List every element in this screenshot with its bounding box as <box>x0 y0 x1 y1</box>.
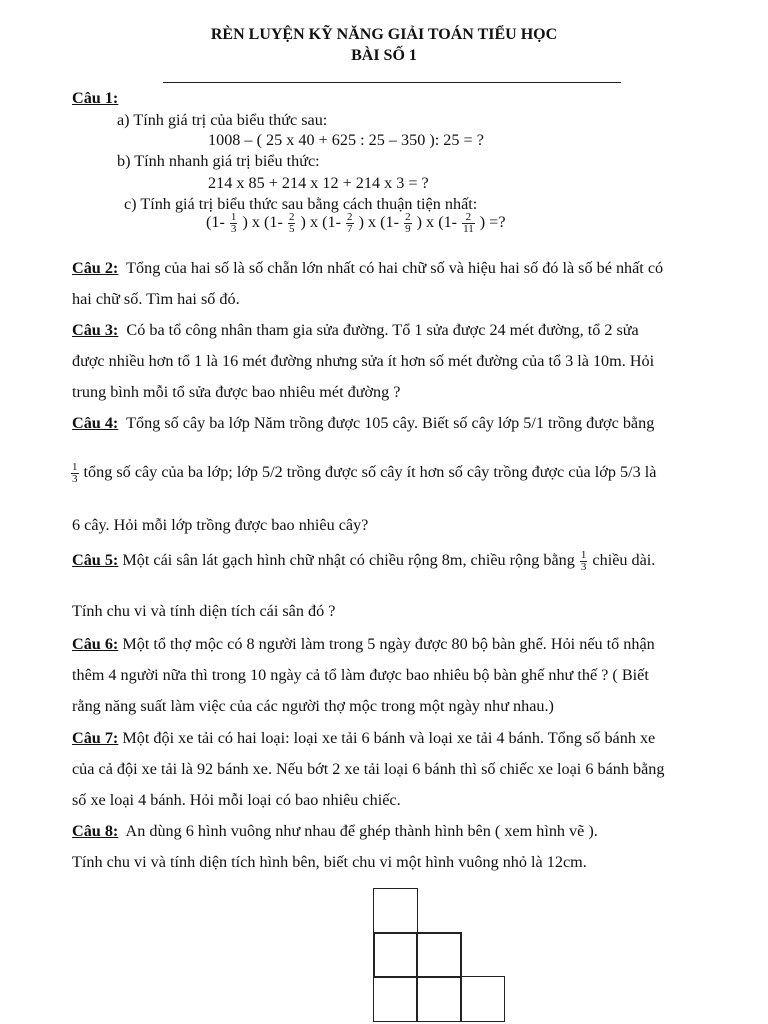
question-6-text-3: rằng năng suất làm việc của các người thợ mộc trong một ngày như nhau.) <box>72 697 554 715</box>
question-7-text-3: số xe loại 4 bánh. Hỏi mỗi loại có bao nhiêu chiếc. <box>72 791 401 809</box>
question-5-fraction: $\frac{1}{3}$ <box>580 549 587 573</box>
square-bottom-right <box>460 976 505 1022</box>
worksheet-title: RÈN LUYỆN KỸ NĂNG GIẢI TOÁN TIỂU HỌC <box>210 26 558 43</box>
worksheet-subtitle: BÀI SỐ 1 <box>351 47 417 64</box>
question-8-label: Câu 8: <box>72 822 119 840</box>
question-6-label: Câu 6: <box>72 635 119 653</box>
question-1a-prompt: a) Tính giá trị của biểu thức sau: <box>117 111 328 129</box>
question-5-line-1 <box>72 550 655 573</box>
expr-term-suffix: ) x <box>296 213 323 232</box>
question-7-label: Câu 7: <box>72 729 119 747</box>
question-3-text-3: trung bình mỗi tổ sửa được bao nhiêu mét đường ? <box>72 383 401 401</box>
question-8-line-1 <box>72 822 598 841</box>
question-3-text-1: Có ba tổ công nhân tham gia sửa đường. Tổ 1 sửa được 24 mét đường, tổ 2 sửa <box>126 321 639 339</box>
question-5-text-1a: Một cái sân lát gạch hình chữ nhật có chiều rộng 8m, chiều rộng bằng <box>122 551 575 570</box>
question-5-text-1b: chiều dài. <box>592 551 656 570</box>
square-top <box>373 888 418 934</box>
header-divider <box>163 82 621 83</box>
question-2-text-1: Tổng của hai số là số chẵn lớn nhất có hai chữ số và hiệu hai số đó là số bé nhất có <box>126 259 664 277</box>
expr-fraction: $\frac{2}{7}$ <box>347 211 353 235</box>
question-1c-expression <box>206 212 506 235</box>
question-1b-prompt: b) Tính nhanh giá trị biểu thức: <box>117 152 320 170</box>
question-3-line-1 <box>72 321 639 340</box>
expr-term-prefix: (1- <box>322 213 346 232</box>
question-2-label: Câu 2: <box>72 259 119 277</box>
square-middle-left <box>373 932 418 978</box>
question-1-label-line <box>72 89 118 108</box>
question-6-line-1 <box>72 635 655 654</box>
square-bottom-left <box>373 976 418 1022</box>
question-5-text-2: Tính chu vi và tính diện tích cái sân đó ? <box>72 602 336 620</box>
expr-term-prefix: (1- <box>438 213 462 232</box>
expr-fraction: $\frac{1}{3}$ <box>230 211 237 235</box>
expr-fraction: $\frac{2}{11}$ <box>463 211 474 235</box>
six-squares-figure <box>373 888 505 1022</box>
question-7-line-1 <box>72 729 655 748</box>
question-4-text-2: tổng số cây của ba lớp; lớp 5/2 trồng được số cây ít hơn số cây trồng được của lớp 5/3 là <box>83 463 657 482</box>
question-1c-prompt: c) Tính giá trị biểu thức sau bằng cách thuận tiện nhất: <box>124 195 478 213</box>
question-7-text-2: của cả đội xe tải là 92 bánh xe. Nếu bớt 2 xe tải loại 6 bánh thì số chiếc xe loại 6 bánh bằng <box>72 760 665 778</box>
question-5-label: Câu 5: <box>72 551 119 570</box>
expr-term-suffix: ) x <box>238 213 265 232</box>
question-8-text-1: An dùng 6 hình vuông như nhau để ghép thành hình bên ( xem hình vẽ ). <box>125 822 598 840</box>
question-3-label: Câu 3: <box>72 321 119 339</box>
question-8-text-2: Tính chu vi và tính diện tích hình bên, biết chu vi một hình vuông nhỏ là 12cm. <box>72 853 587 871</box>
question-7-text-1: Một đội xe tải có hai loại: loại xe tải 6 bánh và loại xe tải 4 bánh. Tổng số bánh xe <box>122 729 656 747</box>
expr-fraction: $\frac{2}{9}$ <box>405 211 411 235</box>
expr-fraction: $\frac{2}{5}$ <box>288 211 295 235</box>
question-1b-expression: 214 x 85 + 214 x 12 + 214 x 3 = ? <box>208 174 429 192</box>
question-1-label: Câu 1: <box>72 89 119 107</box>
question-4-label: Câu 4: <box>72 414 119 432</box>
question-4-fraction: $\frac{1}{3}$ <box>72 461 78 485</box>
question-2-line-1 <box>72 259 663 278</box>
question-4-text-3: 6 cây. Hỏi mỗi lớp trồng được bao nhiêu cây? <box>72 516 369 534</box>
question-2-text-2: hai chữ số. Tìm hai số đó. <box>72 290 240 308</box>
question-3-text-2: được nhiều hơn tổ 1 là 16 mét đường nhưng sửa ít hơn số mét đường của tổ 3 là 10m. Hỏi <box>72 352 655 370</box>
square-bottom-middle <box>416 976 462 1022</box>
question-6-text-2: thêm 4 người nữa thì trong 10 ngày cả tổ làm được bao nhiêu bộ bàn ghế như thế ? ( Biết <box>72 666 649 684</box>
expr-term-prefix: (1- <box>264 213 287 232</box>
square-middle-right <box>416 932 462 978</box>
question-4-line-2 <box>72 462 656 485</box>
question-1a-expression: 1008 – ( 25 x 40 + 625 : 25 – 350 ): 25 = ? <box>208 131 484 149</box>
expr-term-prefix: (1- <box>206 213 229 232</box>
question-4-text-1: Tổng số cây ba lớp Năm trồng được 105 cây. Biết số cây lớp 5/1 trồng được bằng <box>126 414 655 432</box>
expr-term-suffix: ) x <box>412 213 439 232</box>
expr-term-suffix: ) =? <box>475 213 506 232</box>
expr-term-suffix: ) x <box>354 213 381 232</box>
question-6-text-1: Một tổ thợ mộc có 8 người làm trong 5 ngày được 80 bộ bàn ghế. Hỏi nếu tổ nhận <box>122 635 655 653</box>
expr-term-prefix: (1- <box>380 213 404 232</box>
question-4-line-1 <box>72 414 654 433</box>
